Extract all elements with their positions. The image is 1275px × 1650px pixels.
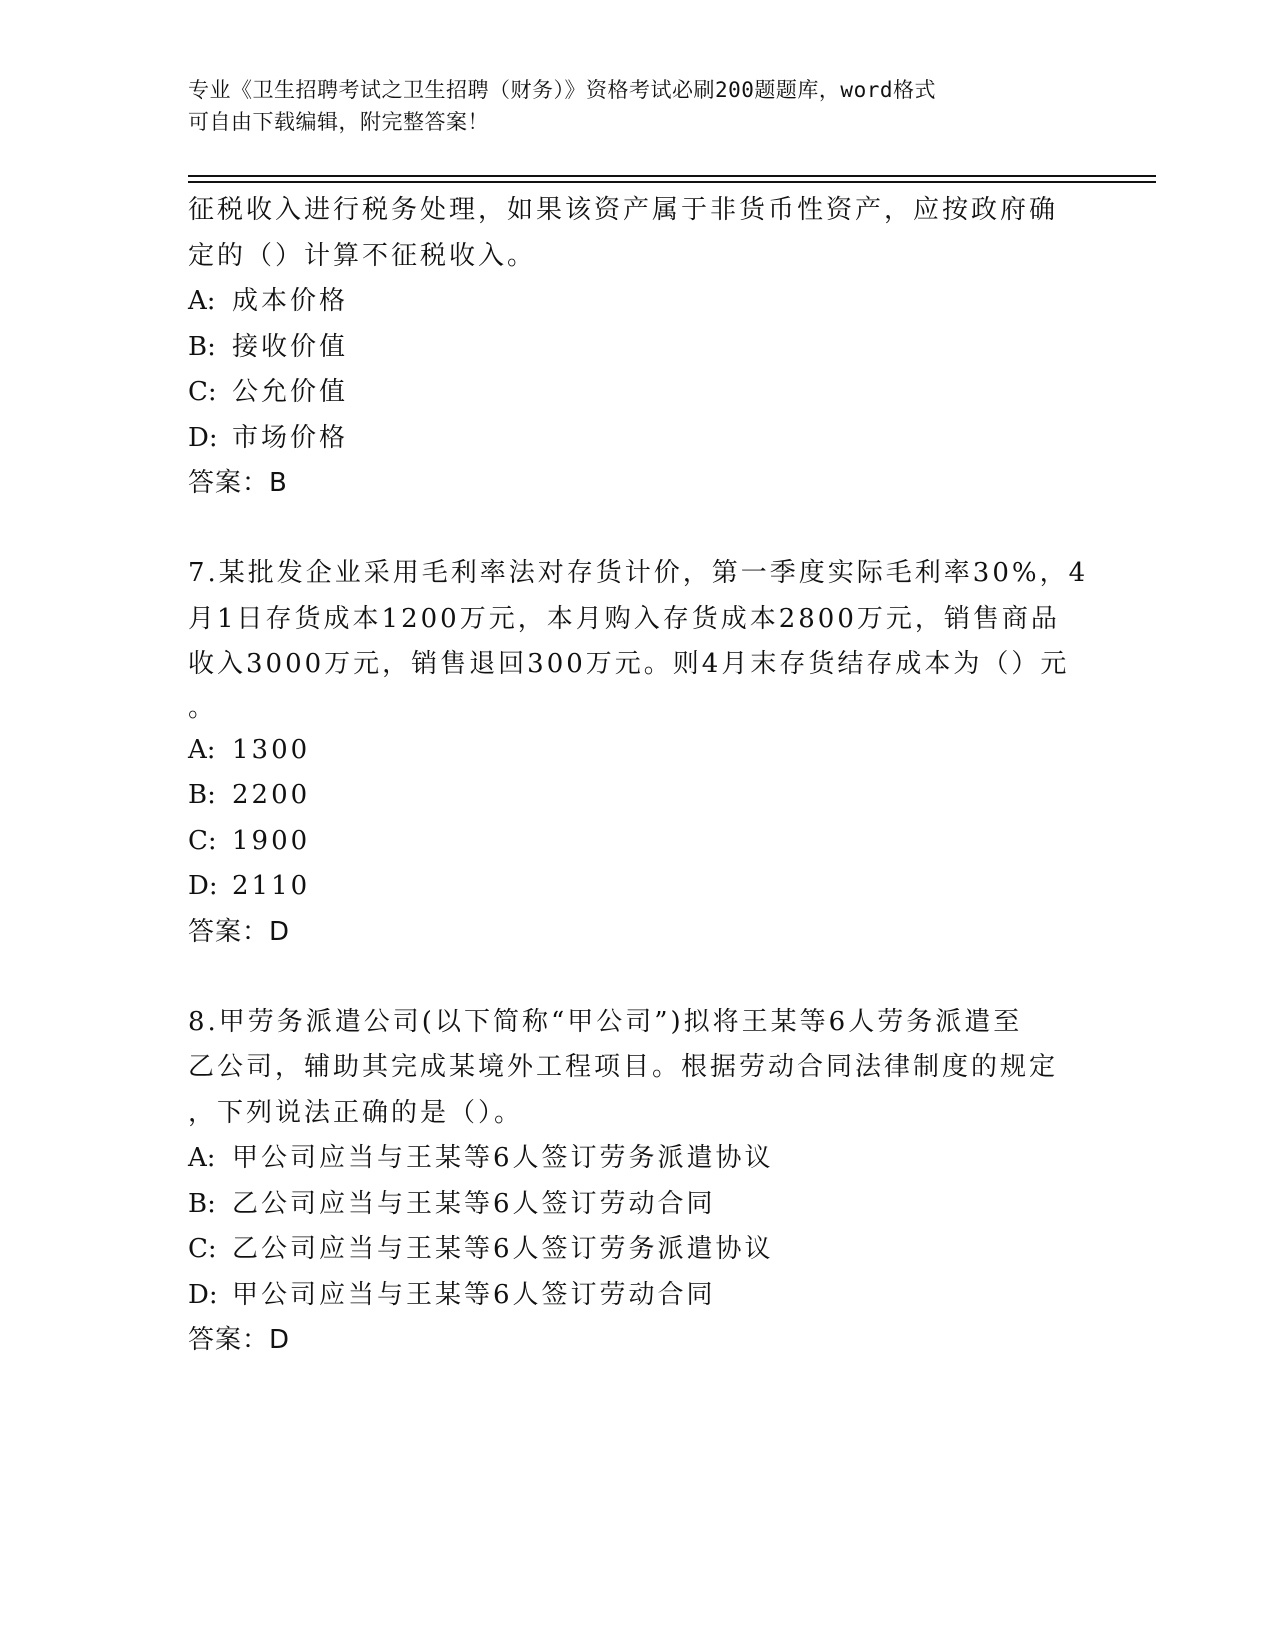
option-key: D:: [188, 1279, 218, 1310]
question-stem-line: 7.某批发企业采用毛利率法对存货计价，第一季度实际毛利率30%，4: [188, 558, 1089, 588]
question-8-block: [188, 1000, 1088, 1364]
question-stem-line: 月1日存货成本1200万元，本月购入存货成本2800万元，销售商品: [188, 603, 1060, 634]
question-6-block: [188, 188, 1088, 506]
option-key: D:: [188, 422, 218, 453]
option-key: C:: [188, 1234, 217, 1264]
question-stem-line: 收入3000万元，销售退回300万元。则4月末存货结存成本为（）元: [188, 649, 1070, 679]
option-c: [188, 370, 1088, 416]
option-d: [188, 864, 1088, 910]
option-text: 甲公司应当与王某等6人签订劳动合同: [232, 1279, 716, 1310]
option-c: [188, 819, 1088, 865]
question-gap: [188, 955, 1088, 1000]
header-line-2: 可自由下载编辑，附完整答案！: [188, 110, 489, 134]
header-rule-top: [188, 175, 1156, 177]
option-text: 成本价格: [232, 286, 349, 316]
question-7-block: [188, 551, 1088, 955]
option-text: 2200: [232, 780, 311, 810]
option-key: B:: [188, 331, 216, 362]
option-text: 1300: [232, 734, 311, 765]
question-stem-line: 。: [188, 692, 218, 723]
option-text: 市场价格: [232, 422, 349, 453]
option-d: [188, 1273, 1088, 1319]
question-stem-line: 征税收入进行税务处理，如果该资产属于非货币性资产，应按政府确: [188, 195, 1059, 225]
option-text: 接收价值: [232, 331, 349, 362]
option-text: 2110: [232, 871, 311, 901]
option-a: [188, 1136, 1088, 1182]
option-text: 1900: [232, 825, 311, 856]
option-b: [188, 325, 1088, 371]
option-b: [188, 1182, 1088, 1228]
option-text: 公允价值: [232, 377, 349, 407]
option-key: D:: [188, 871, 218, 901]
option-a: [188, 728, 1088, 774]
option-key: C:: [188, 377, 217, 407]
question-stem-line: 定的（）计算不征税收入。: [188, 240, 537, 271]
question-content: [188, 188, 1088, 1363]
header-line-1: 专业《卫生招聘考试之卫生招聘（财务）》资格考试必刷200题题库，word格式: [188, 78, 936, 102]
option-key: C:: [188, 825, 217, 856]
option-d: [188, 416, 1088, 462]
option-b: [188, 773, 1088, 819]
option-key: B:: [188, 1188, 216, 1219]
question-stem-line: 8.甲劳务派遣公司(以下简称“甲公司”)拟将王某等6人劳务派遣至: [188, 1006, 1023, 1037]
option-key: A:: [188, 286, 216, 316]
option-key: A:: [188, 1143, 216, 1173]
question-stem-line: 乙公司，辅助其完成某境外工程项目。根据劳动合同法律制度的规定: [188, 1052, 1059, 1082]
question-gap: [188, 506, 1088, 551]
answer-line: 答案：D: [188, 1325, 291, 1355]
option-key: A:: [188, 734, 216, 765]
option-key: B:: [188, 780, 216, 810]
option-text: 乙公司应当与王某等6人签订劳动合同: [232, 1188, 716, 1219]
document-header: [188, 74, 1068, 138]
question-stem-line: ，下列说法正确的是（）。: [188, 1097, 524, 1128]
answer-line: 答案：D: [188, 916, 291, 947]
answer-line: 答案：B: [188, 468, 288, 498]
option-a: [188, 279, 1088, 325]
option-text: 乙公司应当与王某等6人签订劳务派遣协议: [232, 1234, 774, 1264]
header-rule-bottom: [188, 181, 1156, 183]
option-text: 甲公司应当与王某等6人签订劳务派遣协议: [232, 1143, 774, 1173]
option-c: [188, 1227, 1088, 1273]
